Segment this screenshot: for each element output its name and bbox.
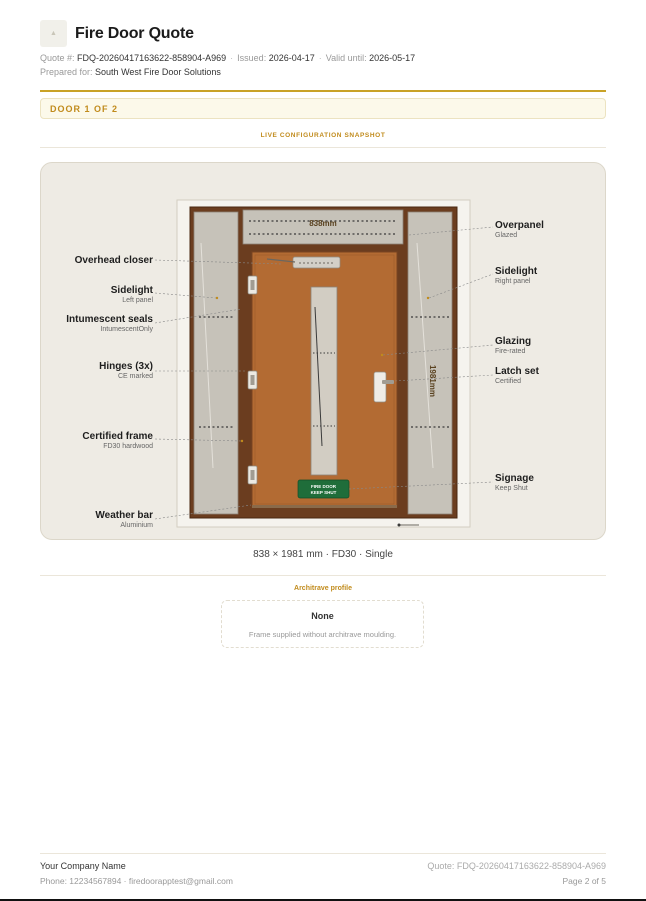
architrave-card bbox=[221, 600, 424, 648]
snapshot-divider bbox=[40, 147, 606, 148]
door-summary: 838 × 1981 mm · FD30 · Single bbox=[253, 549, 393, 560]
fire-door-sign bbox=[298, 480, 349, 498]
callout-subtitle: Left panel bbox=[122, 297, 153, 304]
callout-subtitle: Certified bbox=[495, 378, 522, 385]
footer-company: Your Company Name bbox=[40, 861, 126, 871]
meta-separator: · bbox=[318, 53, 322, 63]
snapshot-label: LIVE CONFIGURATION SNAPSHOT bbox=[260, 132, 386, 139]
quote-number: FDQ-20260417163622-858904-A969 bbox=[77, 53, 227, 63]
architrave-description: Frame supplied without architrave moulding. bbox=[248, 630, 397, 639]
callout-title: Latch set bbox=[495, 366, 539, 377]
callout-subtitle: Fire-rated bbox=[495, 348, 526, 355]
width-dimension: 838mm bbox=[309, 219, 337, 228]
callout-title: Overhead closer bbox=[74, 255, 153, 266]
prepared-for-value: South West Fire Door Solutions bbox=[95, 67, 221, 77]
callout-subtitle: FD30 hardwood bbox=[103, 443, 153, 450]
issued-date: 2026-04-17 bbox=[268, 53, 315, 63]
vision-panel bbox=[311, 287, 337, 475]
callout-subtitle: Aluminium bbox=[120, 522, 153, 529]
callout-title: Hinges (3x) bbox=[99, 361, 153, 372]
architrave-title: None bbox=[311, 611, 334, 621]
page-title: Fire Door Quote bbox=[75, 25, 194, 42]
height-dimension: 1981mm bbox=[428, 364, 437, 398]
prepared-for bbox=[40, 67, 221, 77]
latch-set bbox=[374, 372, 386, 402]
callout-subtitle: IntumescentOnly bbox=[100, 326, 153, 333]
callout-subtitle: CE marked bbox=[117, 373, 153, 380]
issued-label: Issued: bbox=[237, 53, 267, 63]
footer-divider bbox=[40, 853, 606, 854]
sign-line-2: KEEP SHUT bbox=[310, 490, 337, 495]
logo-placeholder-icon: ▲ bbox=[50, 30, 57, 37]
meta-separator: · bbox=[230, 53, 234, 63]
valid-until-date: 2026-05-17 bbox=[369, 53, 416, 63]
callout-title: Weather bar bbox=[95, 510, 153, 521]
door-diagram bbox=[41, 163, 607, 541]
header-divider bbox=[40, 90, 606, 92]
right-sidelight bbox=[408, 212, 452, 514]
callout-subtitle: Glazed bbox=[495, 232, 518, 239]
door-diagram-panel bbox=[40, 162, 606, 540]
callout-subtitle: Right panel bbox=[495, 278, 531, 285]
callout-subtitle: Keep Shut bbox=[495, 485, 528, 492]
company-logo bbox=[40, 20, 67, 47]
prepared-for-label: Prepared for: bbox=[40, 67, 93, 77]
door-section-header bbox=[40, 98, 606, 119]
callout-title: Glazing bbox=[495, 336, 532, 347]
callout-title: Overpanel bbox=[495, 220, 544, 231]
left-sidelight bbox=[194, 212, 238, 514]
footer-quote-ref: Quote: FDQ-20260417163622-858904-A969 bbox=[427, 861, 606, 871]
footer-contact: Phone: 12234567894 · firedoorapptest@gmail.com bbox=[40, 876, 233, 886]
section-divider bbox=[40, 575, 606, 576]
callout-title: Sidelight bbox=[110, 285, 153, 296]
callout-title: Certified frame bbox=[82, 431, 153, 442]
door-heading: DOOR 1 OF 2 bbox=[50, 104, 119, 114]
callout-title: Intumescent seals bbox=[66, 314, 153, 325]
quote-number-label: Quote #: bbox=[40, 53, 75, 63]
callout-title: Sidelight bbox=[495, 266, 538, 277]
architrave-label: Architrave profile bbox=[294, 585, 352, 592]
valid-until-label: Valid until: bbox=[325, 53, 367, 63]
callout-title: Signage bbox=[495, 473, 534, 484]
footer-page-number: Page 2 of 5 bbox=[562, 876, 606, 886]
weather-bar bbox=[252, 505, 397, 508]
quote-meta bbox=[40, 53, 415, 63]
sign-line-1: FIRE DOOR bbox=[310, 484, 337, 489]
